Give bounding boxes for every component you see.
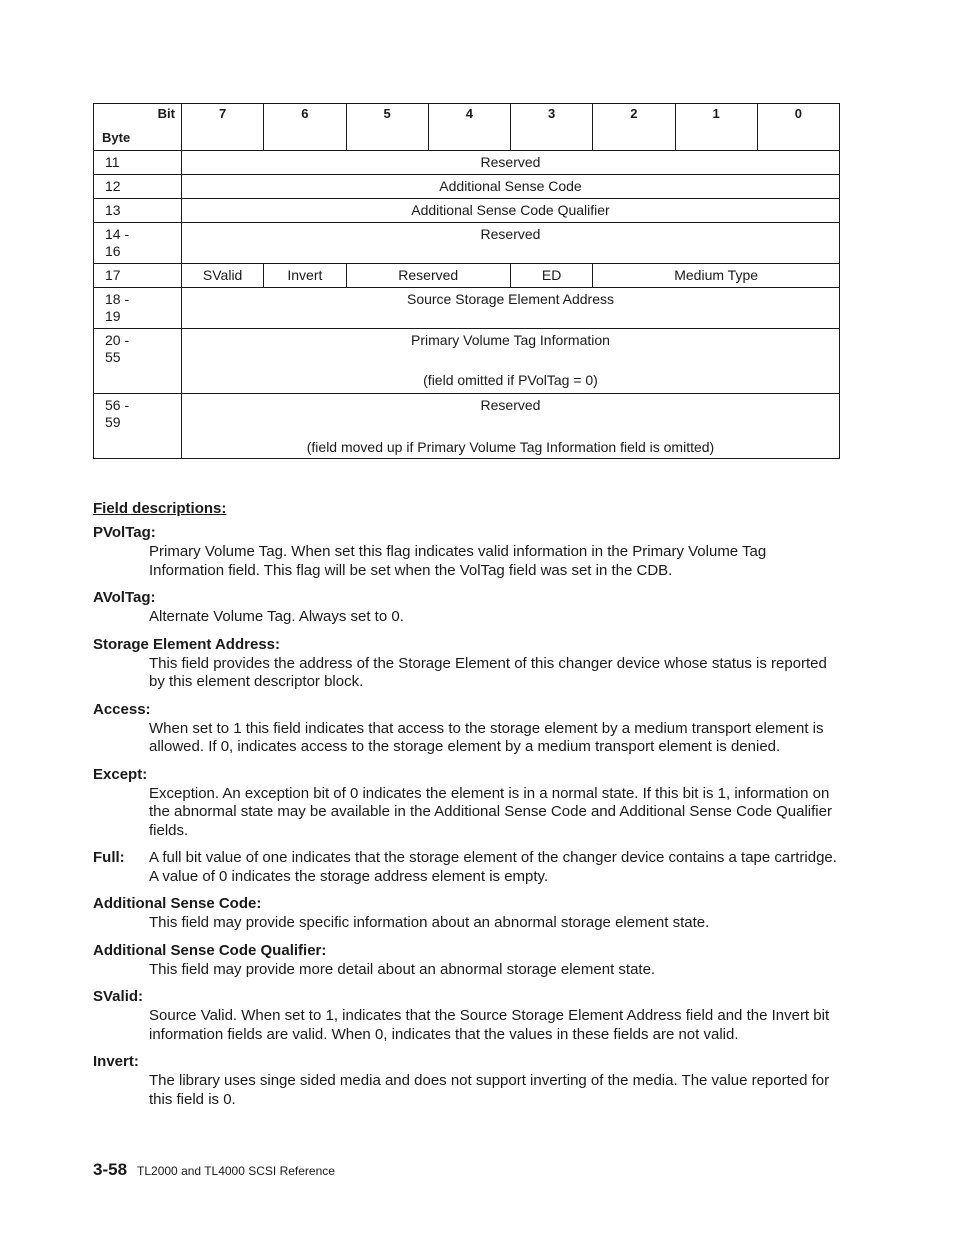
definition-term: Except: <box>93 765 148 783</box>
bit-header-1: 1 <box>675 104 757 151</box>
definition-entry <box>93 589 843 627</box>
field-cell: Additional Sense Code <box>182 175 840 199</box>
byte-range-end: 19 <box>105 308 121 324</box>
page-footer <box>93 1160 335 1180</box>
definition-term: Invert: <box>93 1053 139 1070</box>
definition-entry <box>93 942 843 980</box>
page-number: 3-58 <box>93 1160 128 1179</box>
definition-text: Exception. An exception bit of 0 indicates the element is in a normal state. If this bit is 1, information on the abnormal state may be available in the Additional Sense Code and Additional Sense Code Qualifier fields. <box>149 784 832 839</box>
svalid-cell: SValid <box>182 264 264 288</box>
definition-text: This field may provide more detail about an abnormal storage element state. <box>149 960 656 978</box>
bit-header-2: 2 <box>593 104 675 151</box>
bit-header-7: 7 <box>182 104 264 151</box>
definition-entry <box>93 701 843 757</box>
definition-text: Primary Volume Tag. When set this flag indicates valid information in the Primary Volume Tag Information field. This flag will be set when the VolTag field was set in the CDB. <box>149 543 767 579</box>
field-cell: Reserved <box>182 151 840 175</box>
definition-term: Additional Sense Code Qualifier: <box>93 941 327 959</box>
table-row <box>94 199 840 223</box>
definition-text: The library uses singe sided media and does not support inverting of the media. The value reported for this field is 0. <box>149 1072 830 1108</box>
table-row <box>94 151 840 175</box>
byte-cell: 13 <box>94 199 182 223</box>
definition-term: PVolTag: <box>93 524 156 541</box>
bit-header-0: 0 <box>757 104 839 151</box>
table-row <box>94 175 840 199</box>
definition-term: Storage Element Address: <box>93 635 280 653</box>
field-descriptions <box>93 500 843 1118</box>
definition-text: Alternate Volume Tag. Always set to 0. <box>149 608 404 625</box>
definition-text: This field may provide specific information about an abnormal storage element state. <box>149 914 710 931</box>
definition-text: When set to 1 this field indicates that access to the storage element by a medium transport element is allowed. If 0, indicates access to the storage element by a medium transport element is denied. <box>149 719 824 755</box>
byte-cell <box>94 394 182 459</box>
definition-term: Additional Sense Code: <box>93 895 262 912</box>
definition-entry <box>93 766 843 841</box>
table-row <box>94 329 840 394</box>
definition-text: This field provides the address of the Storage Element of this changer device whose status is reported by this element descriptor block. <box>149 654 827 690</box>
byte-range-start: 56 - <box>105 397 130 413</box>
field-note: (field moved up if Primary Volume Tag Information field is omitted) <box>306 439 715 455</box>
definition-text: Source Valid. When set to 1, indicates that the Source Storage Element Address field and the Invert bit information fields are valid. When 0, indicates that the values in these fields are not valid. <box>149 1007 830 1043</box>
byte-range-end: 16 <box>105 243 121 259</box>
ed-cell: ED <box>511 264 593 288</box>
field-cell: Reserved <box>182 223 840 264</box>
byte-cell <box>94 223 182 264</box>
bit-byte-header-cell <box>94 104 182 151</box>
table-row <box>94 394 840 459</box>
field-descriptions-heading: Field descriptions: <box>93 500 227 517</box>
byte-cell: 11 <box>94 151 182 175</box>
table-row <box>94 223 840 264</box>
bit-header-4: 4 <box>428 104 510 151</box>
definition-entry <box>93 895 843 933</box>
table-row <box>94 264 840 288</box>
definition-entry <box>93 849 843 886</box>
field-cell <box>182 329 840 394</box>
byte-range-start: 18 - <box>105 291 130 307</box>
field-cell <box>182 394 840 459</box>
document-title: TL2000 and TL4000 SCSI Reference <box>137 1164 335 1178</box>
byte-cell: 12 <box>94 175 182 199</box>
definition-text: A full bit value of one indicates that the storage element of the changer device contains a tape cartridge. A value of 0 indicates the storage address element is empty. <box>149 849 837 885</box>
definition-entry <box>93 1053 843 1109</box>
field-cell: Source Storage Element Address <box>182 288 840 329</box>
definition-term: Full: <box>93 849 125 866</box>
definition-term: SValid: <box>93 988 144 1005</box>
field-name: Primary Volume Tag Information <box>411 332 610 348</box>
field-note: (field omitted if PVolTag = 0) <box>423 372 598 388</box>
definition-entry <box>93 636 843 692</box>
bit-header-6: 6 <box>264 104 346 151</box>
byte-cell <box>94 329 182 394</box>
definition-term: Access: <box>93 700 151 718</box>
reserved-cell: Reserved <box>346 264 511 288</box>
byte-label: Byte <box>102 130 131 145</box>
definition-entry <box>93 524 843 580</box>
definition-entry <box>93 988 843 1044</box>
bit-header-5: 5 <box>346 104 428 151</box>
bit-label: Bit <box>157 106 175 121</box>
field-cell: Additional Sense Code Qualifier <box>182 199 840 223</box>
element-descriptor-table <box>93 103 840 459</box>
invert-cell: Invert <box>264 264 346 288</box>
table-header-row <box>94 104 840 151</box>
field-name: Reserved <box>480 397 541 413</box>
byte-range-start: 14 - <box>105 226 130 242</box>
definition-term: AVolTag: <box>93 589 156 606</box>
byte-range-end: 59 <box>105 414 121 430</box>
table-row <box>94 288 840 329</box>
byte-cell: 17 <box>94 264 182 288</box>
byte-range-end: 55 <box>105 349 121 365</box>
bit-header-3: 3 <box>511 104 593 151</box>
byte-cell <box>94 288 182 329</box>
byte-range-start: 20 - <box>105 332 130 348</box>
medium-type-cell: Medium Type <box>593 264 840 288</box>
